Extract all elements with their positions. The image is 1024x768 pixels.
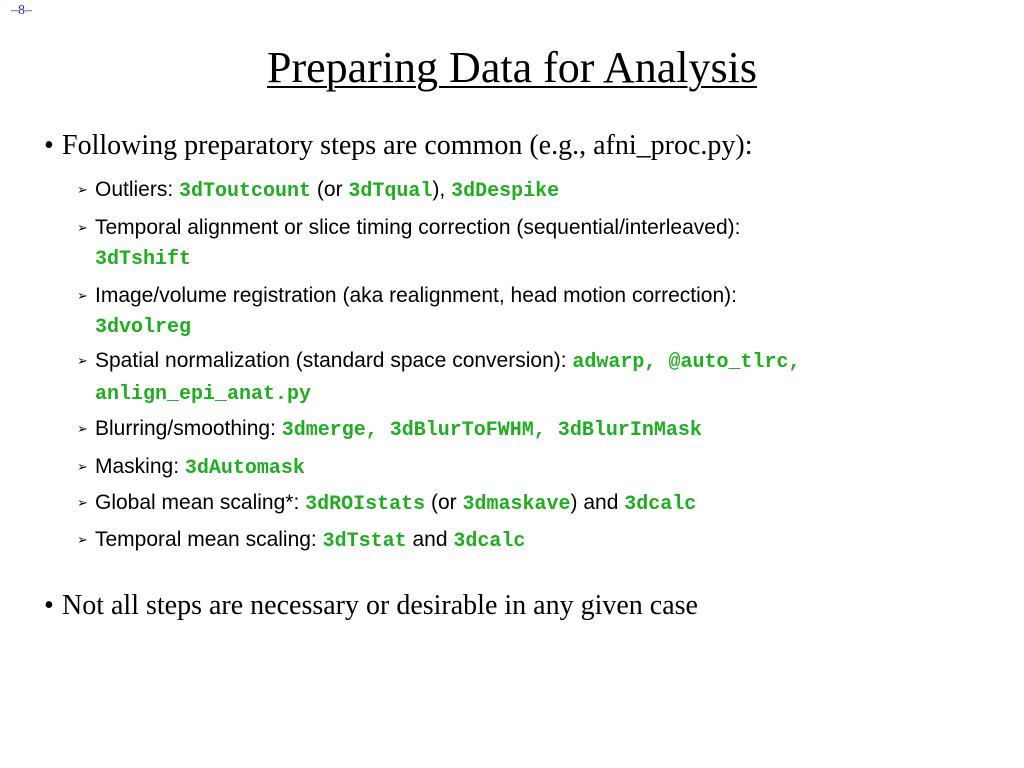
command-name: 3dAutomask [184,457,305,480]
arrow-bullet-icon: ➢ [77,459,88,474]
command-name: 3dToutcount [179,180,312,203]
command-name: adwarp, @auto_tlrc, anlign_epi_anat.py [95,351,801,406]
command-name: 3dTqual [348,180,433,203]
page-number: –8– [11,3,32,18]
sub-item-outliers [77,175,997,207]
sub-item-text: ) and [570,491,625,514]
command-name: 3dTshift [95,248,192,271]
sub-item-temporal-alignment [77,213,997,275]
arrow-bullet-icon: ➢ [77,220,88,235]
sub-item-label: Temporal alignment or slice timing correction (sequential/interleaved): [95,216,741,239]
sub-item-label: Outliers: [95,178,180,201]
command-name: 3dcalc [624,493,697,516]
sub-item-label: Spatial normalization (standard space conversion): [95,349,573,372]
arrow-bullet-icon: ➢ [77,288,88,303]
sub-item-text: ), [432,178,452,201]
command-name: 3dcalc [453,530,526,553]
command-name: 3dROIstats [305,493,426,516]
sub-item-blurring [77,414,997,446]
sub-item-text: and [406,528,454,551]
sub-item-temporal-mean-scaling [77,525,997,557]
bullet-text: Following preparatory steps are common (e.g., afni_proc.py): [62,130,753,161]
arrow-bullet-icon: ➢ [77,532,88,547]
sub-item-masking [77,452,997,484]
command-name: 3dmaskave [462,493,571,516]
sub-item-label: Image/volume registration (aka realignment, head motion correction): [95,284,737,307]
command-name: 3dvolreg [95,316,192,339]
command-name: 3dDespike [451,180,560,203]
bullet-item [44,590,698,622]
sub-item-label: Global mean scaling*: [95,491,306,514]
sub-item-text: (or [311,178,349,201]
slide-title: Preparing Data for Analysis [267,43,757,92]
bullet-item [44,130,752,162]
sub-item-text: (or [425,491,463,514]
sub-item-spatial-normalization [77,346,997,410]
sub-item-registration [77,281,997,343]
sub-item-label: Blurring/smoothing: [95,417,282,440]
arrow-bullet-icon: ➢ [77,495,88,510]
bullet-dot-icon: • [44,130,54,161]
command-name: 3dTstat [322,530,407,553]
arrow-bullet-icon: ➢ [77,182,88,197]
sub-item-label: Masking: [95,455,185,478]
command-name: 3dmerge, 3dBlurToFWHM, 3dBlurInMask [281,419,702,442]
sub-item-label: Temporal mean scaling: [95,528,323,551]
arrow-bullet-icon: ➢ [77,353,88,368]
bullet-dot-icon: • [44,590,54,621]
bullet-text: Not all steps are necessary or desirable in any given case [62,590,698,621]
sub-item-global-mean-scaling [77,488,997,520]
arrow-bullet-icon: ➢ [77,421,88,436]
